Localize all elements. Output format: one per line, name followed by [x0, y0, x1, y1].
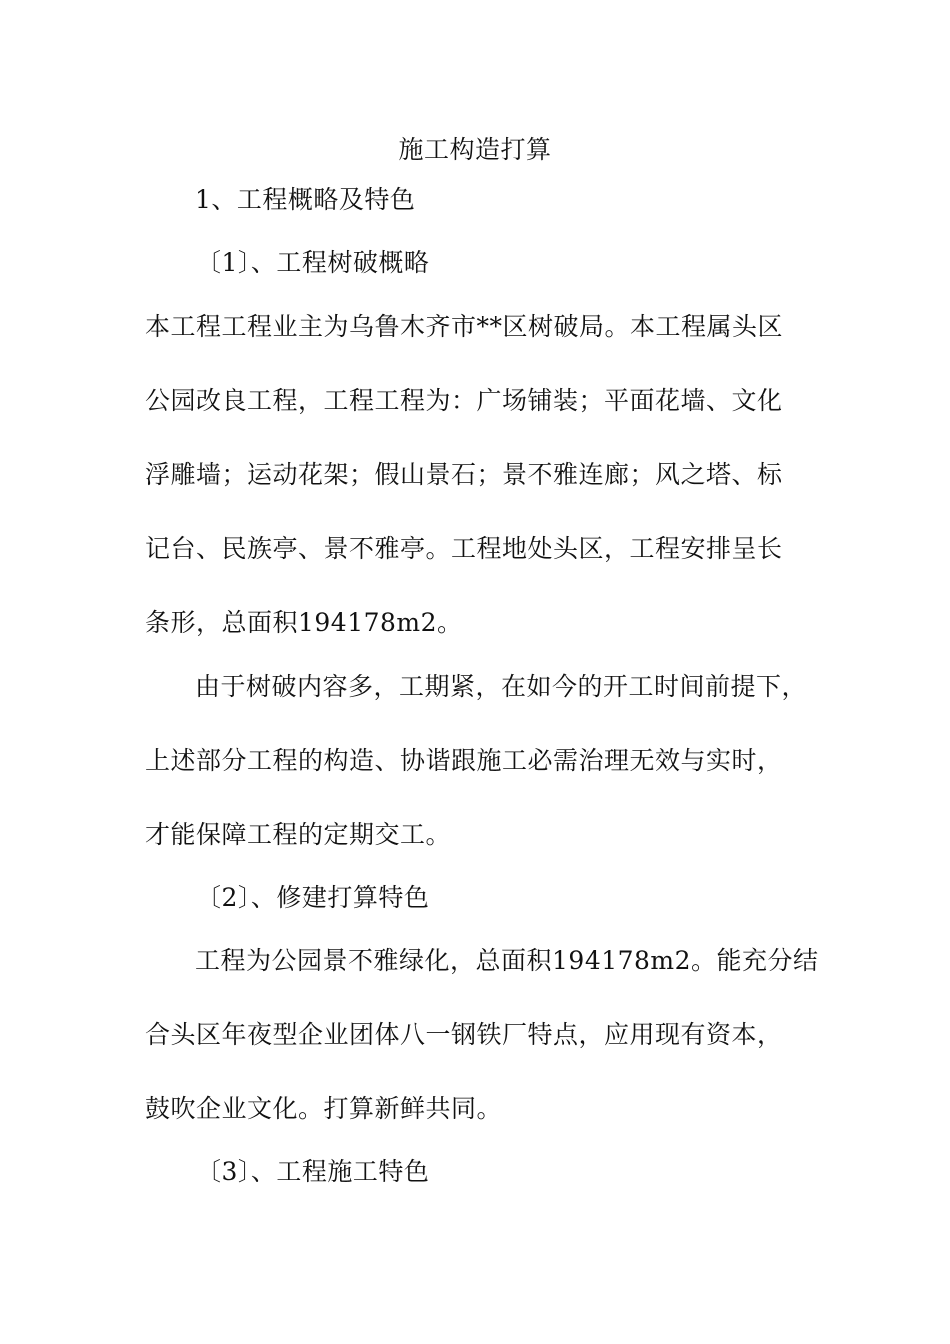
paragraph-line: 由于树破内容多，工期紧，在如今的开工时间前提下， — [195, 672, 808, 701]
subsection-heading: 〔3〕、工程施工特色 — [196, 1157, 430, 1186]
paragraph-line: 条形，总面积194178m2。 — [145, 608, 463, 637]
paragraph-line: 工程为公园景不雅绿化，总面积194178m2。能充分结 — [195, 946, 819, 975]
paragraph-line: 本工程工程业主为乌鲁木齐市**区树破局。本工程属头区 — [145, 312, 784, 341]
paragraph-line: 鼓吹企业文化。打算新鲜共同。 — [145, 1094, 503, 1123]
document-title: 施工构造打算 — [398, 135, 552, 164]
section-heading: 1、工程概略及特色 — [195, 185, 416, 214]
subsection-heading: 〔2〕、修建打算特色 — [196, 883, 430, 912]
paragraph-line: 浮雕墙；运动花架；假山景石；景不雅连廊；风之塔、标 — [145, 460, 783, 489]
paragraph-line: 才能保障工程的定期交工。 — [145, 820, 452, 849]
paragraph-line: 上述部分工程的构造、协谐跟施工必需治理无效与实时， — [145, 746, 783, 775]
subsection-heading: 〔1〕、工程树破概略 — [196, 248, 430, 277]
paragraph-line: 合头区年夜型企业团体八一钢铁厂特点，应用现有资本， — [145, 1020, 783, 1049]
paragraph-line: 公园改良工程，工程工程为：广场铺装；平面花墙、文化 — [145, 386, 783, 415]
paragraph-line: 记台、民族亭、景不雅亭。工程地处头区，工程安排呈长 — [145, 534, 783, 563]
